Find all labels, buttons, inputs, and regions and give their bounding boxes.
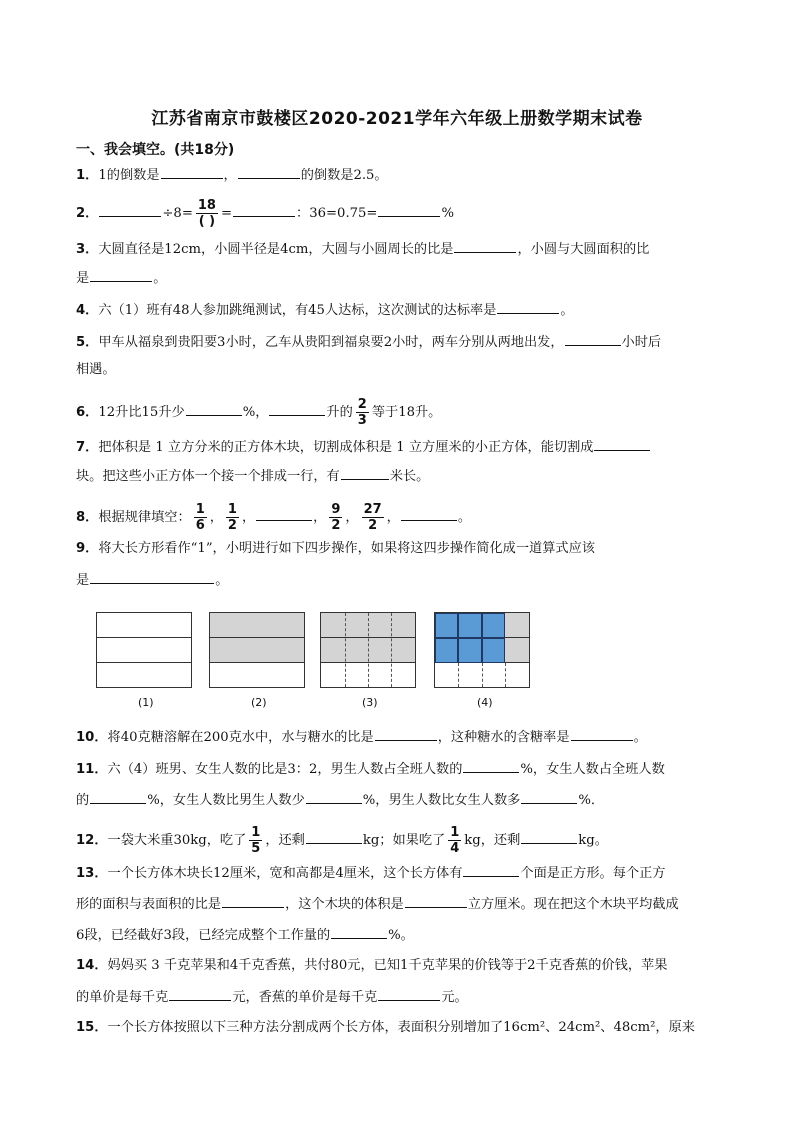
blue-cell (482, 638, 505, 663)
numerator: 2 (357, 397, 367, 412)
question-text: %，女生人数占全班人数 (520, 762, 665, 777)
answer-blank[interactable] (341, 465, 389, 480)
figure-caption: (4) (477, 696, 493, 709)
figure-panel-1 (96, 612, 192, 688)
question-text: ，这种糖水的含糖率是 (437, 730, 570, 745)
question-text: %，女生人数比男生人数少 (147, 793, 305, 808)
dashed-divider (368, 613, 369, 687)
fraction (329, 502, 342, 533)
separator: ， (345, 510, 359, 525)
blue-cell (435, 638, 458, 663)
answer-blank[interactable] (405, 893, 467, 908)
question-3 (76, 238, 649, 260)
question-14 (76, 956, 667, 976)
answer-blank[interactable] (571, 726, 633, 741)
question-number: 4． (76, 303, 99, 318)
blue-cell (482, 613, 505, 638)
question-3-cont (76, 267, 166, 289)
numerator: 1 (450, 825, 460, 840)
question-text: ：36=0.75= (296, 206, 378, 221)
question-7-cont (76, 465, 429, 487)
question-number: 12． (76, 833, 108, 848)
question-1 (76, 164, 388, 186)
numerator: 1 (251, 825, 261, 840)
answer-blank[interactable] (521, 789, 577, 804)
fraction (196, 198, 218, 229)
answer-blank[interactable] (256, 506, 312, 521)
answer-blank[interactable] (233, 202, 295, 217)
question-2 (76, 198, 454, 229)
answer-blank[interactable] (594, 436, 650, 451)
denominator: 6 (195, 518, 205, 533)
question-text: 元。 (441, 990, 468, 1005)
question-text: %， (242, 405, 269, 420)
fraction (448, 825, 461, 856)
question-number: 13． (76, 866, 108, 881)
question-7 (76, 436, 651, 458)
separator: ， (386, 510, 400, 525)
denominator: 5 (251, 841, 261, 856)
dashed-divider (505, 663, 506, 687)
answer-blank[interactable] (463, 758, 519, 773)
question-text: 是 (76, 573, 90, 588)
answer-blank[interactable] (161, 164, 223, 179)
question-text: 将40克糖溶解在200克水中，水与糖水的比是 (107, 730, 374, 745)
question-8 (76, 502, 471, 533)
question-number: 10． (76, 730, 108, 745)
question-14-cont (76, 986, 468, 1008)
answer-blank[interactable] (90, 569, 214, 584)
question-text: ，还剩 (265, 833, 305, 848)
figure-caption: (1) (138, 696, 154, 709)
question-text: 。 (633, 730, 647, 745)
blue-cell (458, 638, 482, 663)
denominator[interactable]: ( ) (198, 214, 216, 229)
question-6 (76, 397, 441, 428)
blue-cell (435, 613, 458, 638)
question-text: 。 (560, 303, 574, 318)
question-4 (76, 299, 574, 321)
denominator: 4 (450, 841, 460, 856)
panel-row (97, 638, 191, 663)
answer-blank[interactable] (521, 829, 577, 844)
numerator: 1 (227, 502, 237, 517)
question-text: 六（4）班男、女生人数的比是3：2，男生人数占全班人数的 (107, 762, 463, 777)
question-text: 元，香蕉的单价是每千克 (232, 990, 378, 1005)
dashed-divider (482, 663, 483, 687)
answer-blank[interactable] (99, 202, 161, 217)
question-text: kg，还剩 (464, 833, 521, 848)
question-text: %． (578, 793, 605, 808)
question-text: 立方厘米。现在把这个木块平均截成 (467, 897, 679, 912)
question-text: %，男生人数比女生人数多 (362, 793, 521, 808)
numerator: 9 (331, 502, 341, 517)
question-text: 大圆直径是12cm，小圆半径是4cm，大圆与小圆周长的比是 (98, 242, 454, 257)
shaded-row (210, 613, 304, 638)
question-text: 一个长方体按照以下三种方法分割成两个长方体，表面积分别增加了16cm²、24cm²、48cm²，原来 (107, 1020, 695, 1035)
question-5 (76, 331, 661, 353)
question-text: 的 (76, 793, 90, 808)
question-text: 将大长方形看作“1”，小明进行如下四步操作，如果将这四步操作简化成一道算式应该 (98, 541, 595, 556)
question-text: 米长。 (389, 469, 430, 484)
figure-panel-3 (320, 612, 416, 688)
panel-row (97, 613, 191, 638)
question-text: 六（1）班有48人参加跳绳测试，有45人达标，这次测试的达标率是 (98, 303, 497, 318)
question-number: 2． (76, 206, 99, 221)
fraction (226, 502, 239, 533)
answer-blank[interactable] (90, 789, 146, 804)
question-text: 1的倒数是 (98, 168, 160, 183)
answer-blank[interactable] (169, 986, 231, 1001)
question-text: = (220, 206, 233, 221)
question-number: 6． (76, 405, 99, 420)
question-text: 是 (76, 271, 90, 286)
question-text: 形的面积与表面积的比是 (76, 897, 222, 912)
question-number: 14． (76, 958, 108, 973)
fraction (249, 825, 262, 856)
question-number: 8． (76, 510, 99, 525)
question-text: 小时后 (621, 335, 662, 350)
dashed-divider (458, 663, 459, 687)
question-text: 等于18升。 (371, 405, 442, 420)
question-text: 6段，已经截好3段，已经完成整个工作量的 (76, 928, 331, 943)
question-number: 3． (76, 242, 99, 257)
answer-blank[interactable] (378, 202, 440, 217)
question-text: 相遇。 (76, 362, 116, 377)
question-12 (76, 825, 608, 856)
question-text: 。 (215, 573, 229, 588)
question-9 (76, 539, 595, 559)
answer-blank[interactable] (269, 401, 325, 416)
question-number: 1． (76, 168, 99, 183)
question-text: %。 (388, 928, 414, 943)
question-5-cont (76, 360, 116, 380)
question-text: 。 (457, 510, 472, 525)
answer-blank[interactable] (463, 862, 519, 877)
question-13-cont (76, 893, 679, 915)
question-number: 5． (76, 335, 99, 350)
figure-caption: (3) (362, 696, 378, 709)
separator: ， (241, 510, 256, 525)
question-15 (76, 1018, 695, 1038)
shaded-row (210, 638, 304, 663)
question-text: 。 (153, 271, 167, 286)
figure-panel-4 (434, 612, 530, 688)
dashed-divider (345, 613, 346, 687)
dashed-divider (391, 613, 392, 687)
question-text: 把体积是 1 立方分米的正方体木块，切割成体积是 1 立方厘米的小正方体，能切割成 (98, 440, 594, 455)
denominator: 2 (331, 518, 341, 533)
question-text: 一个长方体木块长12厘米，宽和高都是4厘米，这个长方体有 (107, 866, 463, 881)
question-11 (76, 758, 665, 780)
question-text: 升的 (326, 405, 353, 420)
answer-blank[interactable] (238, 164, 300, 179)
fraction (356, 397, 369, 428)
question-number: 7． (76, 440, 99, 455)
answer-blank[interactable] (222, 893, 284, 908)
question-text: kg；如果吃了 (362, 833, 446, 848)
question-13-cont2 (76, 924, 414, 946)
answer-blank[interactable] (90, 267, 152, 282)
numerator: 27 (363, 502, 382, 517)
question-number: 15． (76, 1020, 108, 1035)
question-text: 妈妈买 3 千克苹果和4千克香蕉，共付80元，已知1千克苹果的价钱等于2千克香蕉的价钱，苹果 (107, 958, 668, 973)
section-heading: 一、我会填空。(共18分) (76, 142, 235, 158)
figure-panel-2 (209, 612, 305, 688)
denominator: 2 (368, 518, 378, 533)
question-text: 根据规律填空： (98, 510, 191, 525)
question-text: 12升比15升少 (98, 405, 185, 420)
blue-cell (458, 613, 482, 638)
question-10 (76, 726, 647, 748)
numerator: 1 (195, 502, 205, 517)
separator: ， (313, 510, 327, 525)
figure-caption: (2) (251, 696, 267, 709)
numerator: 18 (197, 198, 216, 213)
question-text: 块。把这些小正方体一个接一个排成一行，有 (76, 469, 340, 484)
answer-blank[interactable] (375, 726, 437, 741)
question-text: 甲车从福泉到贵阳要3小时，乙车从贵阳到福泉要2小时，两车分别从两地出发， (98, 335, 564, 350)
question-text: 的倒数是2.5。 (300, 168, 388, 183)
answer-blank[interactable] (565, 331, 621, 346)
answer-blank[interactable] (497, 299, 559, 314)
question-text: kg。 (578, 833, 608, 848)
page-title: 江苏省南京市鼓楼区2020-2021学年六年级上册数学期末试卷 (151, 109, 643, 129)
question-text: ，小圆与大圆面积的比 (517, 242, 650, 257)
question-text: ，这个木块的体积是 (285, 897, 404, 912)
answer-blank[interactable] (186, 401, 242, 416)
answer-blank[interactable] (454, 238, 516, 253)
separator: ， (209, 510, 223, 525)
fraction (362, 502, 384, 533)
question-number: 11． (76, 762, 108, 777)
fraction (194, 502, 207, 533)
question-13 (76, 862, 665, 884)
answer-blank[interactable] (331, 924, 387, 939)
question-text: ， (223, 168, 237, 183)
question-text: 的单价是每千克 (76, 990, 169, 1005)
denominator: 2 (227, 518, 237, 533)
answer-blank[interactable] (306, 789, 362, 804)
question-text: 一袋大米重30kg，吃了 (107, 833, 247, 848)
question-number: 9． (76, 541, 99, 556)
answer-blank[interactable] (378, 986, 440, 1001)
question-9-cont (76, 569, 228, 591)
denominator: 3 (357, 413, 367, 428)
answer-blank[interactable] (401, 506, 457, 521)
question-text: ÷8= (162, 206, 193, 221)
answer-blank[interactable] (306, 829, 362, 844)
question-text: 个面是正方形。每个正方 (520, 866, 666, 881)
question-text: % (441, 206, 454, 221)
question-11-cont (76, 789, 604, 811)
